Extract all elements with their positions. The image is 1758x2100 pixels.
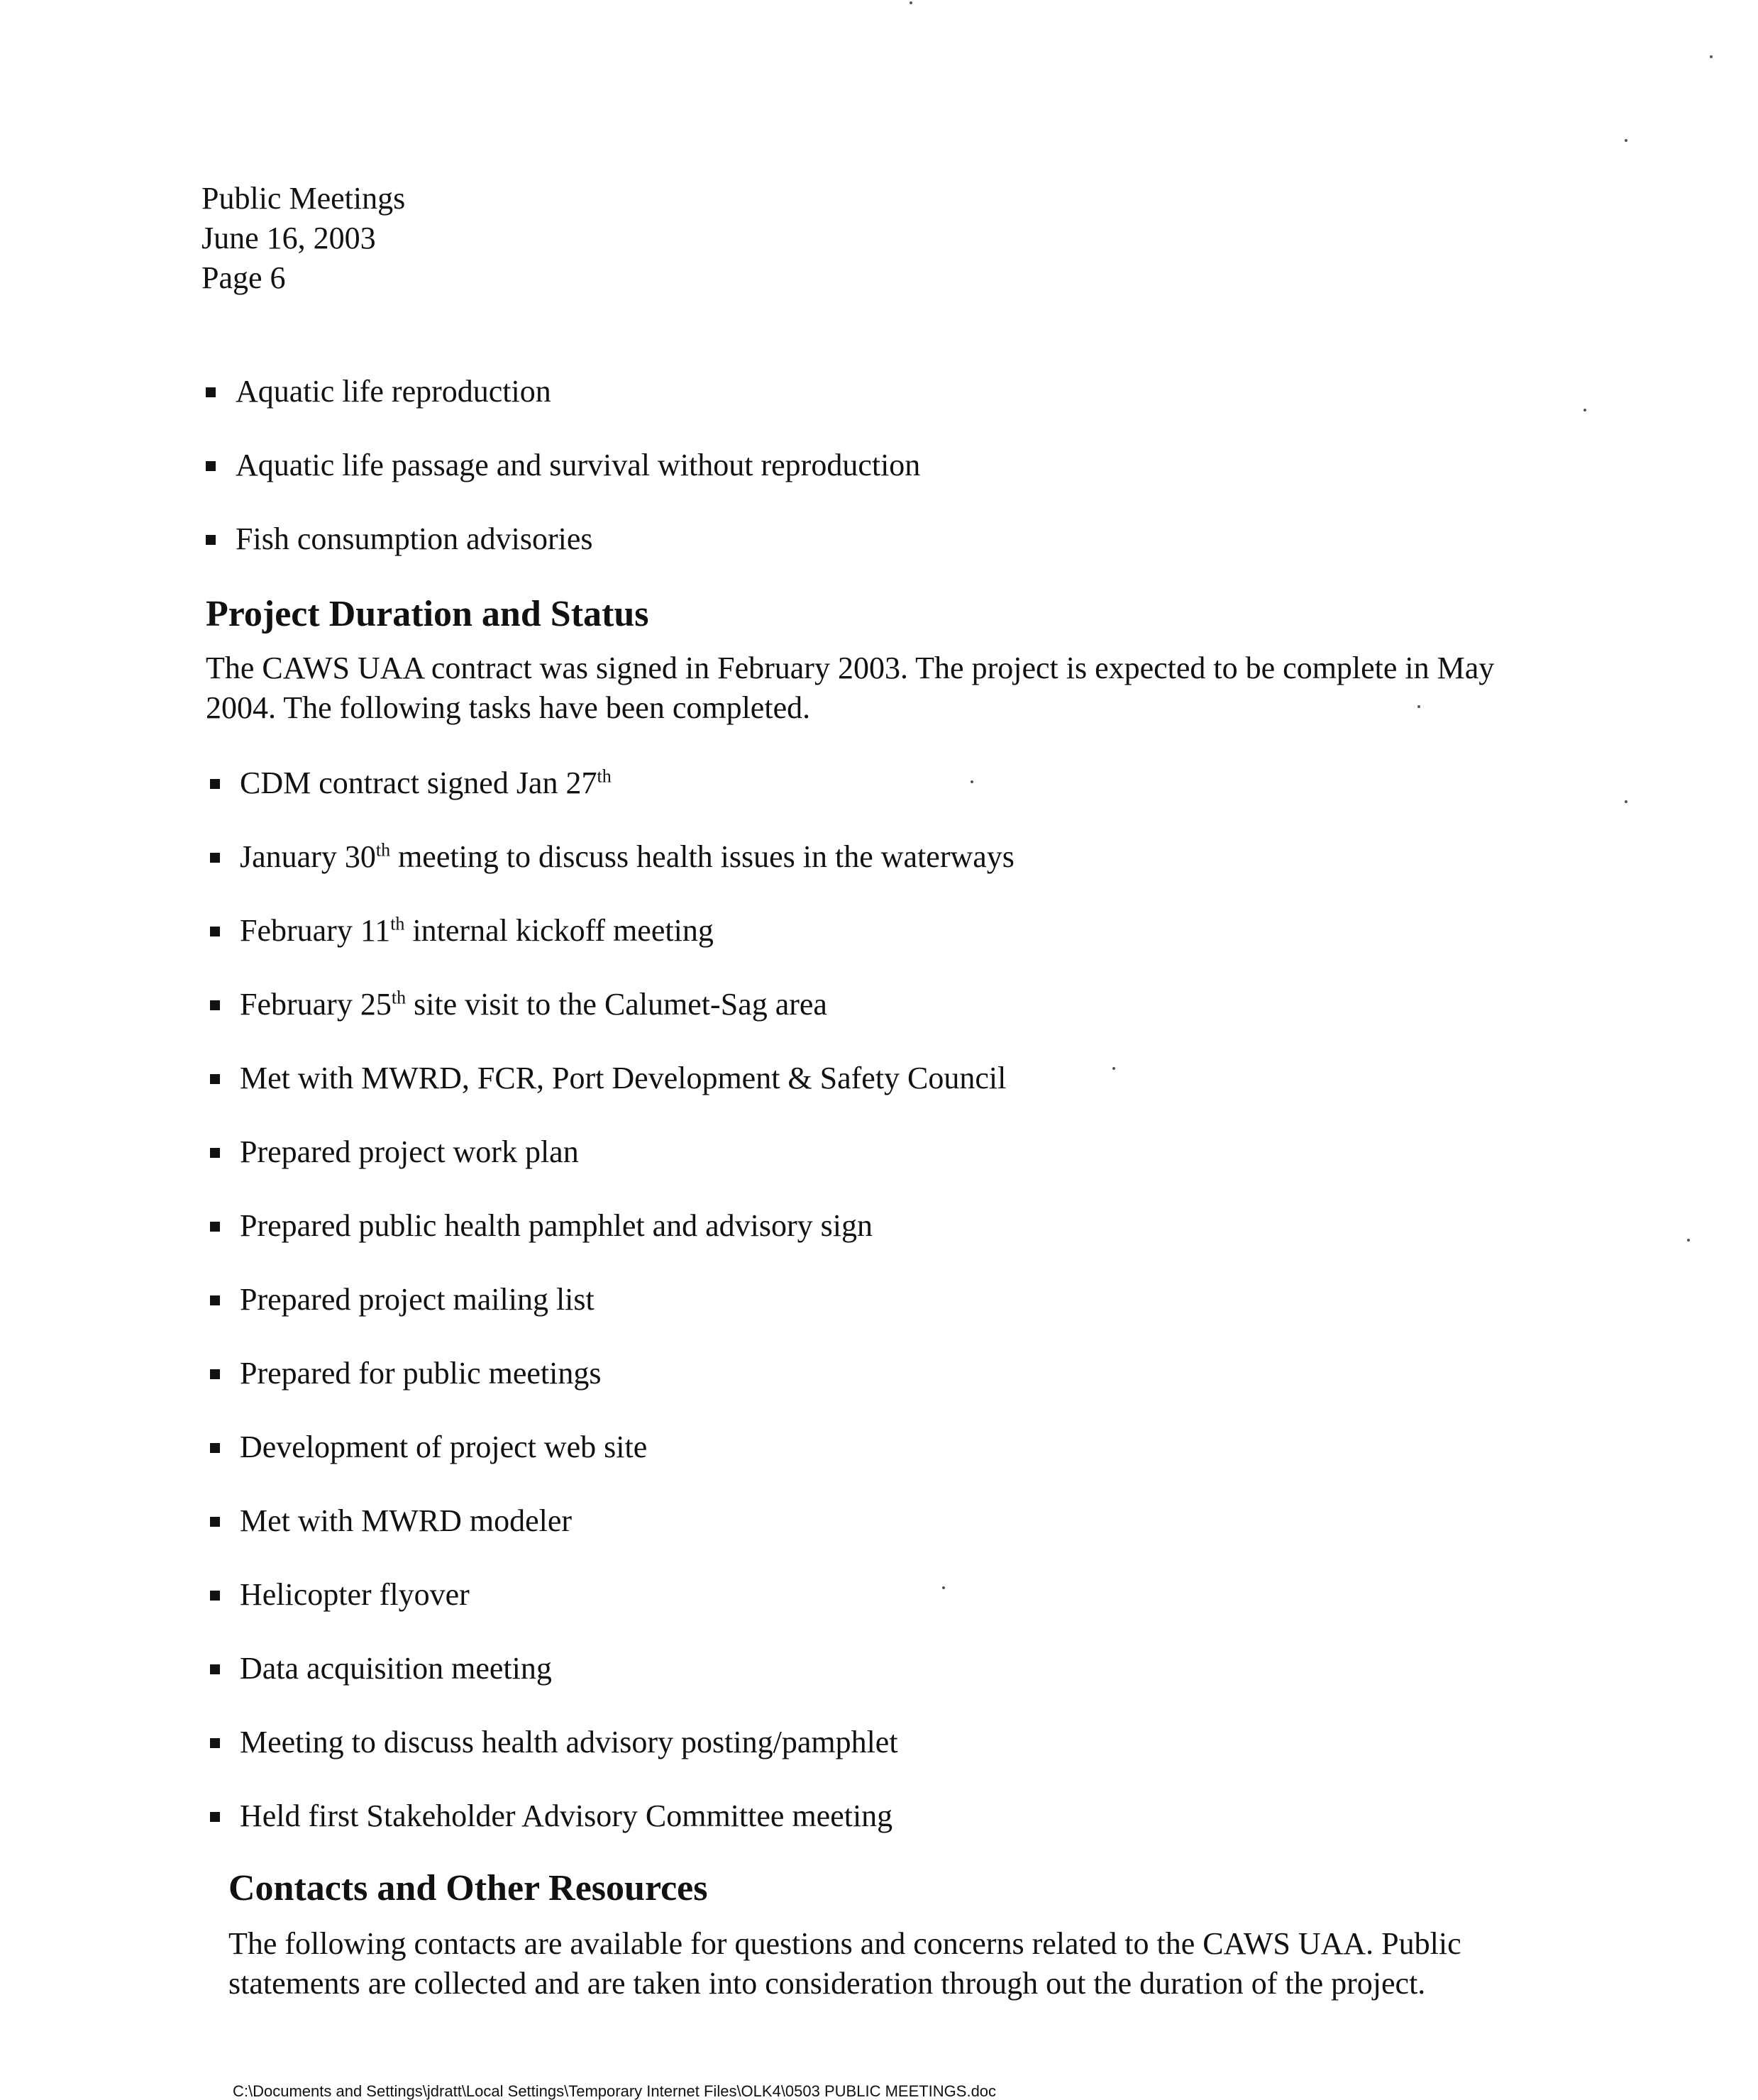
square-bullet-icon (210, 1295, 220, 1305)
list-item (210, 1795, 1015, 1869)
scan-speck (1687, 1239, 1690, 1242)
scan-speck (971, 780, 973, 783)
section-paragraph-project-duration: The CAWS UAA contract was signed in February 2003. The project is expected to be complete in May 2004. The following tasks have been completed. (206, 651, 1495, 725)
list-item-text: Aquatic life passage and survival without reproduction (236, 448, 921, 482)
list-item-text: Data acquisition meeting (240, 1651, 552, 1686)
list-item-text: Prepared public health pamphlet and advisory sign (240, 1208, 873, 1243)
ordinal-suffix: th (391, 987, 407, 1008)
square-bullet-icon (210, 1591, 220, 1601)
list-item (210, 1426, 1015, 1500)
header-date: June 16, 2003 (201, 221, 376, 255)
square-bullet-icon (210, 1369, 220, 1379)
section-paragraph-contacts: The following contacts are available for questions and concerns related to the CAWS UAA. Public statements are collected and are taken into consideration through out the duration of the project. (228, 1926, 1461, 2001)
list-item (210, 1647, 1015, 1721)
page-header (201, 179, 405, 298)
square-bullet-icon (206, 461, 216, 471)
square-bullet-icon (210, 1738, 220, 1748)
list-item (210, 1205, 1015, 1278)
square-bullet-icon (210, 853, 220, 863)
list-item-text: Development of project web site (240, 1430, 648, 1464)
list-item (210, 1721, 1015, 1795)
list-item-text-rest: site visit to the Calumet-Sag area (406, 987, 827, 1022)
scan-speck (1583, 409, 1586, 411)
scan-speck (1710, 55, 1713, 58)
ordinal-suffix: th (375, 839, 391, 861)
list-item (210, 1574, 1015, 1647)
list-item-text: January 30 (240, 839, 376, 874)
list-item (210, 1057, 1015, 1131)
square-bullet-icon (210, 779, 220, 789)
list-item-text: February 25 (240, 987, 392, 1022)
list-item (210, 910, 1015, 983)
square-bullet-icon (210, 1517, 220, 1527)
list-item (206, 518, 920, 592)
list-item (206, 444, 920, 518)
list-item-text: Prepared for public meetings (240, 1356, 602, 1391)
list-item-text: February 11 (240, 913, 391, 948)
square-bullet-icon (210, 927, 220, 936)
list-item (210, 1278, 1015, 1352)
section-heading-contacts: Contacts and Other Resources (228, 1868, 708, 1908)
square-bullet-icon (206, 535, 216, 545)
list-item-text: Met with MWRD modeler (240, 1503, 573, 1538)
list-item-text: Aquatic life reproduction (236, 374, 551, 409)
ordinal-suffix: th (597, 766, 612, 787)
list-item-text-rest: meeting to discuss health issues in the waterways (390, 839, 1015, 874)
list-item-text: Prepared project mailing list (240, 1282, 595, 1317)
footer-file-path: C:\Documents and Settings\jdratt\Local Settings\Temporary Internet Files\OLK4\0503 PUBLIC MEETINGS.doc (233, 2082, 997, 2100)
list-item-text: Held first Stakeholder Advisory Committee meeting (240, 1798, 893, 1833)
list-item-text: CDM contract signed Jan 27 (240, 766, 597, 800)
square-bullet-icon (210, 1664, 220, 1674)
square-bullet-icon (210, 1074, 220, 1084)
scan-speck (1417, 705, 1420, 708)
header-page-number: Page 6 (201, 260, 286, 295)
scan-speck (910, 1, 912, 4)
list-item-text: Met with MWRD, FCR, Port Development & Safety Council (240, 1061, 1007, 1095)
header-title: Public Meetings (201, 181, 406, 216)
list-item (210, 1500, 1015, 1574)
section-heading-project-duration: Project Duration and Status (206, 594, 649, 634)
list-item (210, 836, 1015, 910)
list-item-text: Prepared project work plan (240, 1134, 579, 1169)
square-bullet-icon (210, 1812, 220, 1822)
list-item-text-rest: internal kickoff meeting (404, 913, 714, 948)
list-item-text: Fish consumption advisories (236, 521, 593, 556)
scan-speck (1625, 139, 1627, 142)
list-item-text: Helicopter flyover (240, 1577, 470, 1612)
square-bullet-icon (210, 1148, 220, 1158)
criteria-list (206, 370, 920, 592)
scan-speck (1112, 1067, 1115, 1070)
scan-speck (1625, 800, 1627, 803)
list-item-text: Meeting to discuss health advisory posting/pamphlet (240, 1725, 898, 1759)
square-bullet-icon (210, 1000, 220, 1010)
list-item (210, 1352, 1015, 1426)
square-bullet-icon (210, 1443, 220, 1453)
ordinal-suffix: th (390, 913, 405, 934)
square-bullet-icon (210, 1222, 220, 1232)
scan-speck (942, 1586, 945, 1589)
list-item (210, 983, 1015, 1057)
square-bullet-icon (206, 387, 216, 397)
list-item (210, 762, 1015, 836)
completed-tasks-list (210, 762, 1015, 1869)
list-item (210, 1131, 1015, 1205)
list-item (206, 370, 920, 444)
